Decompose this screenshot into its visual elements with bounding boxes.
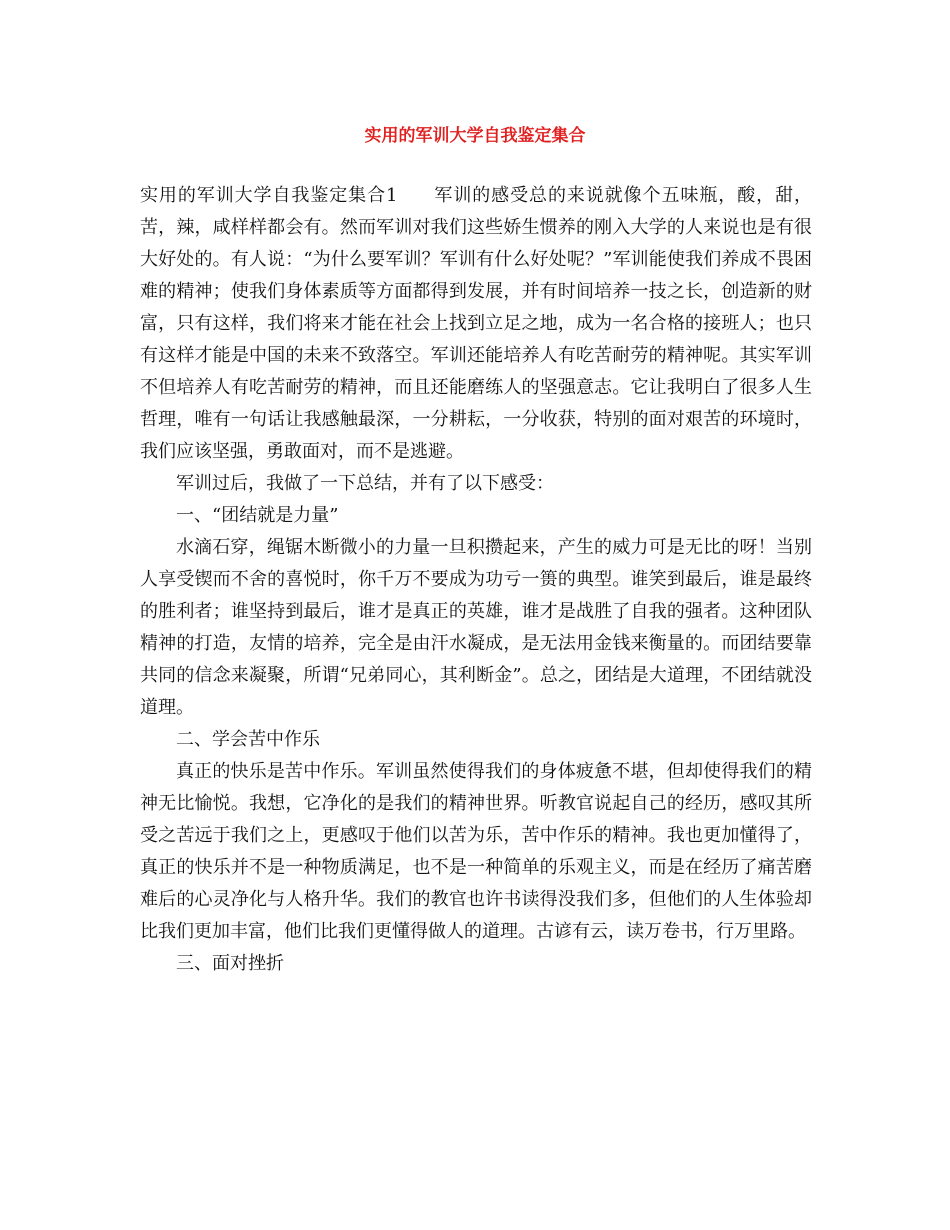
section-paragraph-unity: 水滴石穿，绳锯木断微小的力量一旦积攒起来，产生的威力可是无比的呀！当别人享受锲而不舍的喜悦时，你千万不要成为功亏一篑的典型。谁笑到最后，谁是最终的胜利者；谁坚持到最后，谁才是真正的英雄，谁才是战胜了自我的强者。这种团队精神的打造，友情的培养，完全是由汗水凝成，是无法用金钱来衡量的。而团结要靠共同的信念来凝聚，所谓“兄弟同心，其利断金”。总之，团结是大道理，不团结就没道理。 <box>140 537 812 718</box>
document-title: 实用的军训大学自我鉴定集合 <box>364 126 586 146</box>
intro-text: 军训的感受总的来说就像个五味瓶，酸，甜，苦，辣，咸样样都会有。然而军训对我们这些娇生惯养的刚入大学的人来说也是有很大好处的。有人说：“为什么要军训？军训有什么好处呢？”军训能使我们养成不畏困难的精神；使我们身体素质等方面都得到发展，并有时间培养一技之长，创造新的财富，只有这样，我们将来才能在社会上找到立足之地，成为一名合格的接班人；也只有这样才能是中国的未来不致落空。军训还能培养人有吃苦耐劳的精神呢。其实军训不但培养人有吃苦耐劳的精神，而且还能磨练人的坚强意志。它让我明白了很多人生哲理，唯有一句话让我感触最深，一分耕耘，一分收获，特别的面对艰苦的环境时，我们应该坚强，勇敢面对，而不是逃避。 <box>140 185 812 462</box>
section-heading-unity: 一、“团结就是力量” <box>176 505 339 526</box>
section-heading-setback: 三、面对挫折 <box>176 953 284 974</box>
intro-label: 实用的军训大学自我鉴定集合1 <box>140 185 398 206</box>
section-heading-joy: 二、学会苦中作乐 <box>176 729 320 750</box>
section-paragraph-joy: 真正的快乐是苦中作乐。军训虽然使得我们的身体疲惫不堪，但却使得我们的精神无比愉悦。我想，它净化的是我们的精神世界。听教官说起自己的经历，感叹其所受之苦远于我们之上，更感叹于他们以苦为乐，苦中作乐的精神。我也更加懂得了，真正的快乐并不是一种物质满足，也不是一种简单的乐观主义，而是在经历了痛苦磨难后的心灵净化与人格升华。我们的教官也许书读得没我们多，但他们的人生体验却比我们更加丰富，他们比我们更懂得做人的道理。古谚有云，读万卷书，行万里路。 <box>140 761 812 942</box>
intro-paragraph <box>140 180 812 468</box>
summary-paragraph: 军训过后，我做了一下总结，并有了以下感受： <box>176 473 554 494</box>
document-body <box>140 180 812 980</box>
